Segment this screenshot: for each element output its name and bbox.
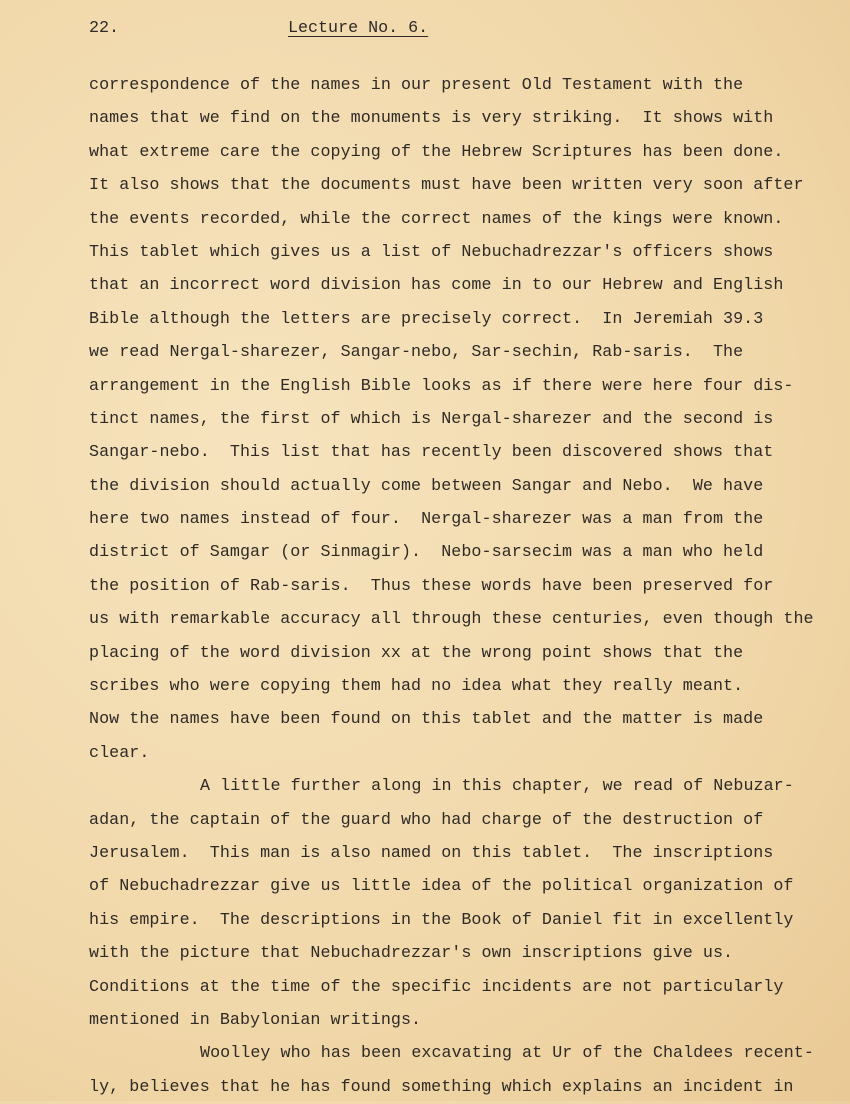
text-line: Bible although the letters are precisely correct. In Jeremiah 39.3 bbox=[89, 309, 764, 329]
text-line: the division should actually come between Sangar and Nebo. We have bbox=[89, 476, 764, 496]
text-line: us with remarkable accuracy all through these centuries, even though the bbox=[89, 610, 814, 630]
text-line: scribes who were copying them had no idea what they really meant. bbox=[89, 677, 744, 697]
text-line: what extreme care the copying of the Hebrew Scriptures has been done. bbox=[89, 142, 784, 162]
text-line: Now the names have been found on this tablet and the matter is made bbox=[89, 710, 764, 730]
text-line: Conditions at the time of the specific incidents are not particularly bbox=[89, 977, 784, 997]
text-line: his empire. The descriptions in the Book of Daniel fit in excellently bbox=[89, 910, 794, 930]
text-line: This tablet which gives us a list of Nebuchadrezzar's officers shows bbox=[89, 242, 774, 262]
page-header bbox=[89, 19, 789, 45]
text-line: A little further along in this chapter, we read of Nebuzar- bbox=[200, 777, 794, 797]
text-line: clear. bbox=[89, 743, 150, 763]
text-line: of Nebuchadrezzar give us little idea of the political organization of bbox=[89, 877, 794, 897]
text-line: It also shows that the documents must have been written very soon after bbox=[89, 176, 804, 196]
text-line: district of Samgar (or Sinmagir). Nebo-sarsecim was a man who held bbox=[89, 543, 764, 563]
page-number: 22. bbox=[89, 19, 120, 38]
text-line: Sangar-nebo. This list that has recently been discovered shows that bbox=[89, 443, 774, 463]
lecture-title: Lecture No. 6. bbox=[288, 19, 429, 38]
text-line: Woolley who has been excavating at Ur of the Chaldees recent- bbox=[200, 1044, 814, 1064]
text-line: mentioned in Babylonian writings. bbox=[89, 1010, 422, 1030]
text-line: correspondence of the names in our present Old Testament with the bbox=[89, 76, 744, 95]
text-line: ly, believes that he has found something which explains an incident in bbox=[89, 1077, 794, 1097]
text-line: Jerusalem. This man is also named on this tablet. The inscriptions bbox=[89, 843, 774, 863]
text-line: names that we find on the monuments is very striking. It shows with bbox=[89, 109, 774, 129]
text-line: that an incorrect word division has come in to our Hebrew and English bbox=[89, 276, 784, 296]
body-text bbox=[89, 69, 829, 1104]
text-line: here two names instead of four. Nergal-sharezer was a man from the bbox=[89, 510, 764, 530]
text-line: we read Nergal-sharezer, Sangar-nebo, Sar-sechin, Rab-saris. The bbox=[89, 343, 744, 363]
text-line: placing of the word division xx at the wrong point shows that the bbox=[89, 643, 744, 663]
text-line: tinct names, the first of which is Nergal-sharezer and the second is bbox=[89, 409, 774, 429]
text-line: the position of Rab-saris. Thus these words have been preserved for bbox=[89, 576, 774, 596]
text-line: with the picture that Nebuchadrezzar's own inscriptions give us. bbox=[89, 944, 734, 964]
text-line: arrangement in the English Bible looks as if there were here four dis- bbox=[89, 376, 794, 396]
text-line: adan, the captain of the guard who had charge of the destruction of bbox=[89, 810, 764, 830]
text-line: the events recorded, while the correct names of the kings were known. bbox=[89, 209, 784, 229]
